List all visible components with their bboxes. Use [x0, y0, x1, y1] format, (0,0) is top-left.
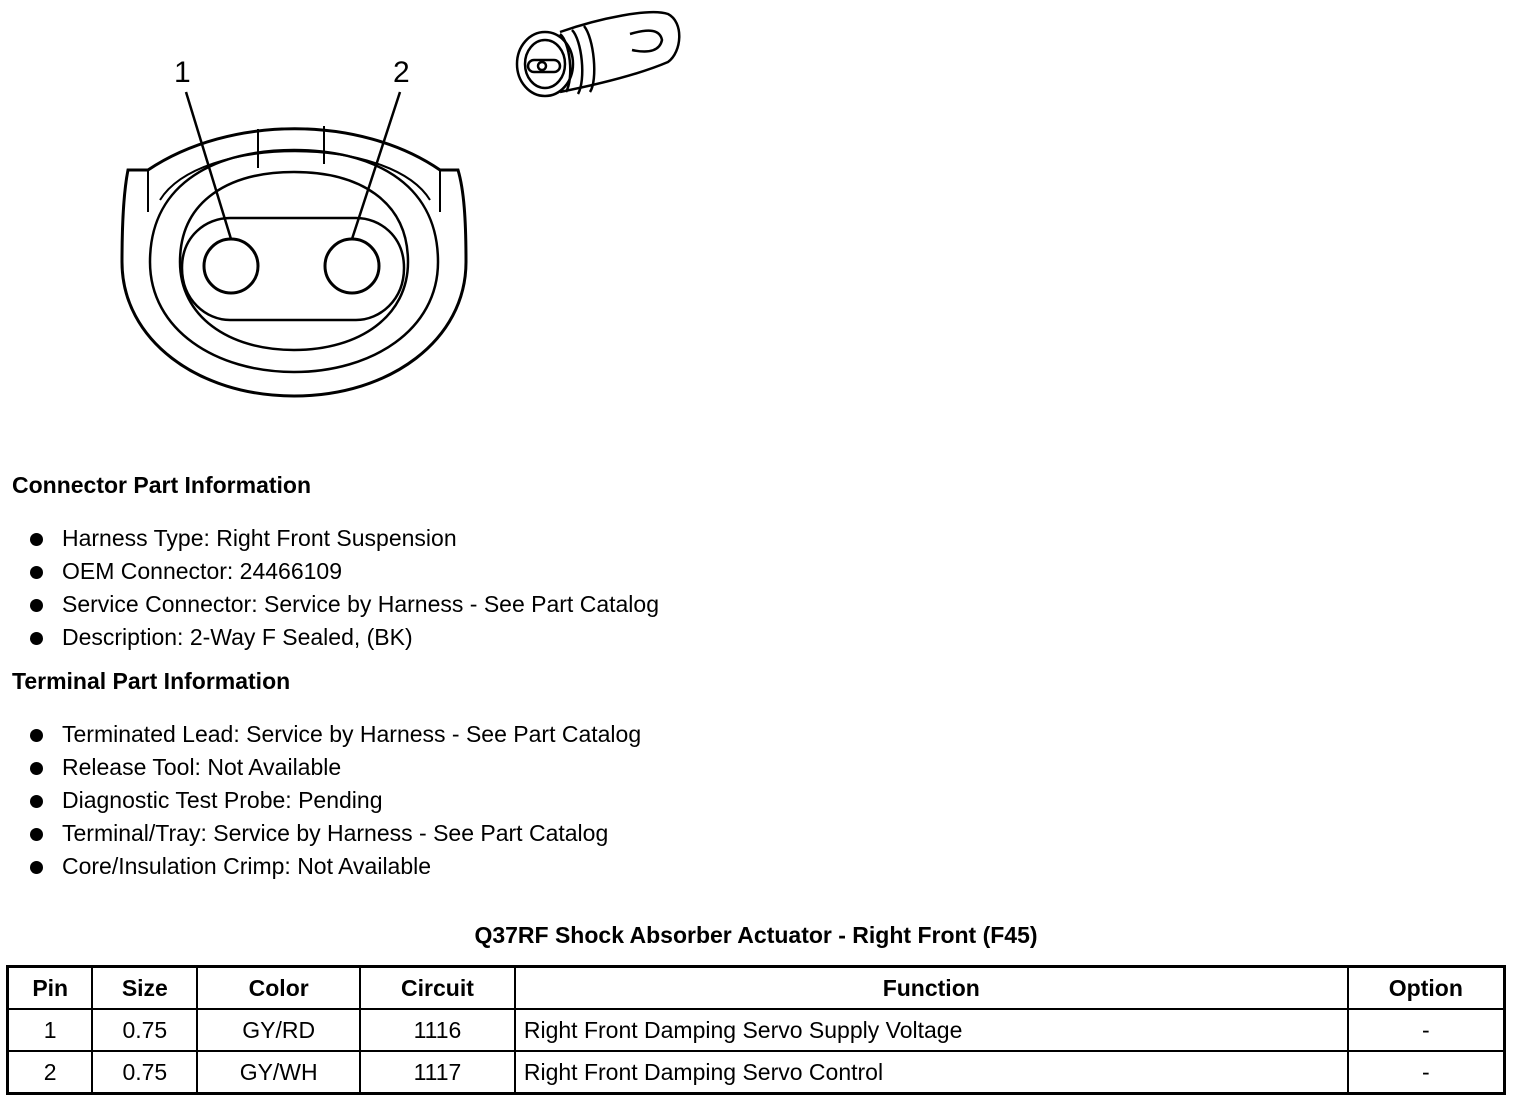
- header-color: Color: [197, 967, 360, 1010]
- list-item: Description: 2-Way F Sealed, (BK): [26, 621, 659, 654]
- pinout-table: [6, 965, 1506, 1095]
- pin-2-leader: [352, 92, 400, 239]
- cell-size: 0.75: [92, 1051, 197, 1094]
- table-header-row: [8, 967, 1505, 1010]
- cell-function: Right Front Damping Servo Supply Voltage: [515, 1009, 1348, 1051]
- table-row: [8, 1009, 1505, 1051]
- cell-circuit: 1116: [360, 1009, 515, 1051]
- table-row: [8, 1051, 1505, 1094]
- header-option: Option: [1348, 967, 1505, 1010]
- list-item: Core/Insulation Crimp: Not Available: [26, 850, 641, 883]
- list-item: Harness Type: Right Front Suspension: [26, 522, 659, 555]
- list-item: Terminal/Tray: Service by Harness - See Part Catalog: [26, 817, 641, 850]
- cell-size: 0.75: [92, 1009, 197, 1051]
- pin-2-label: 2: [393, 56, 410, 89]
- connector-diagram: [0, 0, 700, 440]
- terminal-part-info-list: [26, 718, 641, 883]
- connector-part-info-heading: Connector Part Information: [12, 472, 312, 498]
- list-item: OEM Connector: 24466109: [26, 555, 659, 588]
- cell-color: GY/WH: [197, 1051, 360, 1094]
- header-size: Size: [92, 967, 197, 1010]
- cell-function: Right Front Damping Servo Control: [515, 1051, 1348, 1094]
- header-function: Function: [515, 967, 1348, 1010]
- table-caption: Q37RF Shock Absorber Actuator - Right Front (F45): [474, 922, 1038, 948]
- cell-circuit: 1117: [360, 1051, 515, 1094]
- cell-pin: 1: [8, 1009, 93, 1051]
- list-item: Release Tool: Not Available: [26, 751, 641, 784]
- cell-color: GY/RD: [197, 1009, 360, 1051]
- connector-face: [122, 126, 466, 396]
- cell-pin: 2: [8, 1051, 93, 1094]
- list-item: Terminated Lead: Service by Harness - See Part Catalog: [26, 718, 641, 751]
- pin-1-label: 1: [174, 56, 191, 89]
- header-circuit: Circuit: [360, 967, 515, 1010]
- connector-part-info-list: [26, 522, 659, 654]
- header-pin: Pin: [8, 967, 93, 1010]
- connector-illustration: [517, 12, 679, 96]
- cell-option: -: [1348, 1009, 1505, 1051]
- list-item: Service Connector: Service by Harness - See Part Catalog: [26, 588, 659, 621]
- cell-option: -: [1348, 1051, 1505, 1094]
- list-item: Diagnostic Test Probe: Pending: [26, 784, 641, 817]
- pin-1-cavity: [204, 239, 258, 293]
- terminal-part-info-heading: Terminal Part Information: [12, 668, 291, 694]
- pin-2-cavity: [325, 239, 379, 293]
